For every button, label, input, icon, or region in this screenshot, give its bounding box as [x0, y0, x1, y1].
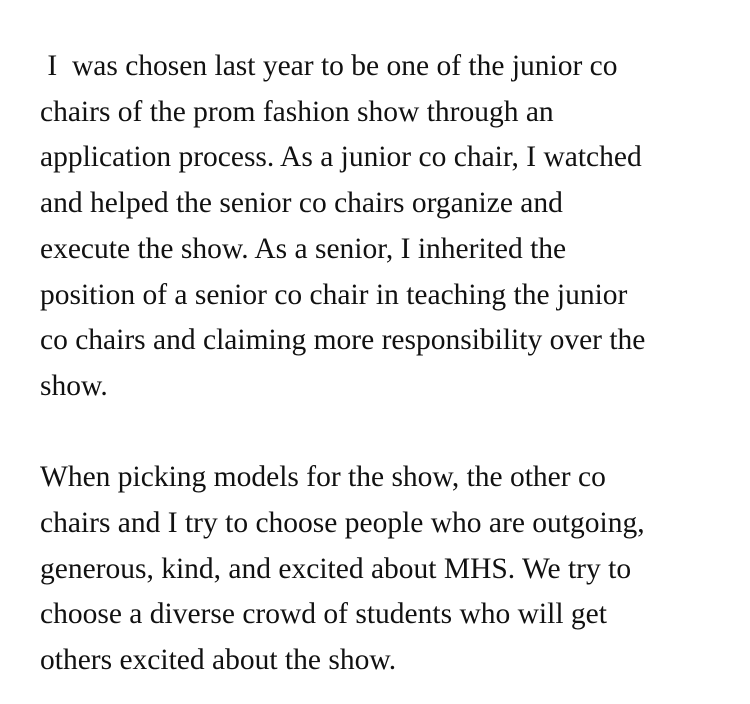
text-line: application process. As a junior co chair, I watched — [40, 141, 642, 174]
text-line: co chairs and claiming more responsibility over the — [40, 324, 646, 357]
document-body — [40, 44, 730, 684]
text-line: choose a diverse crowd of students who will get — [40, 598, 607, 631]
paragraph-1 — [40, 44, 730, 410]
text-line: When picking models for the show, the other co — [40, 461, 606, 494]
paragraph-gap — [40, 410, 730, 456]
text-line: generous, kind, and excited about MHS. We try to — [40, 552, 632, 585]
paragraph-2 — [40, 455, 730, 684]
text-line: others excited about the show. — [40, 644, 397, 677]
text-line: chairs of the prom fashion show through an — [40, 95, 554, 128]
text-line: show. — [40, 369, 108, 402]
text-line: execute the show. As a senior, I inherited the — [40, 232, 567, 265]
text-line: and helped the senior co chairs organize and — [40, 187, 563, 220]
text-line: I was chosen last year to be one of the junior co — [40, 50, 618, 82]
text-line: position of a senior co chair in teaching the junior — [40, 278, 628, 311]
text-line: chairs and I try to choose people who are outgoing, — [40, 507, 645, 540]
